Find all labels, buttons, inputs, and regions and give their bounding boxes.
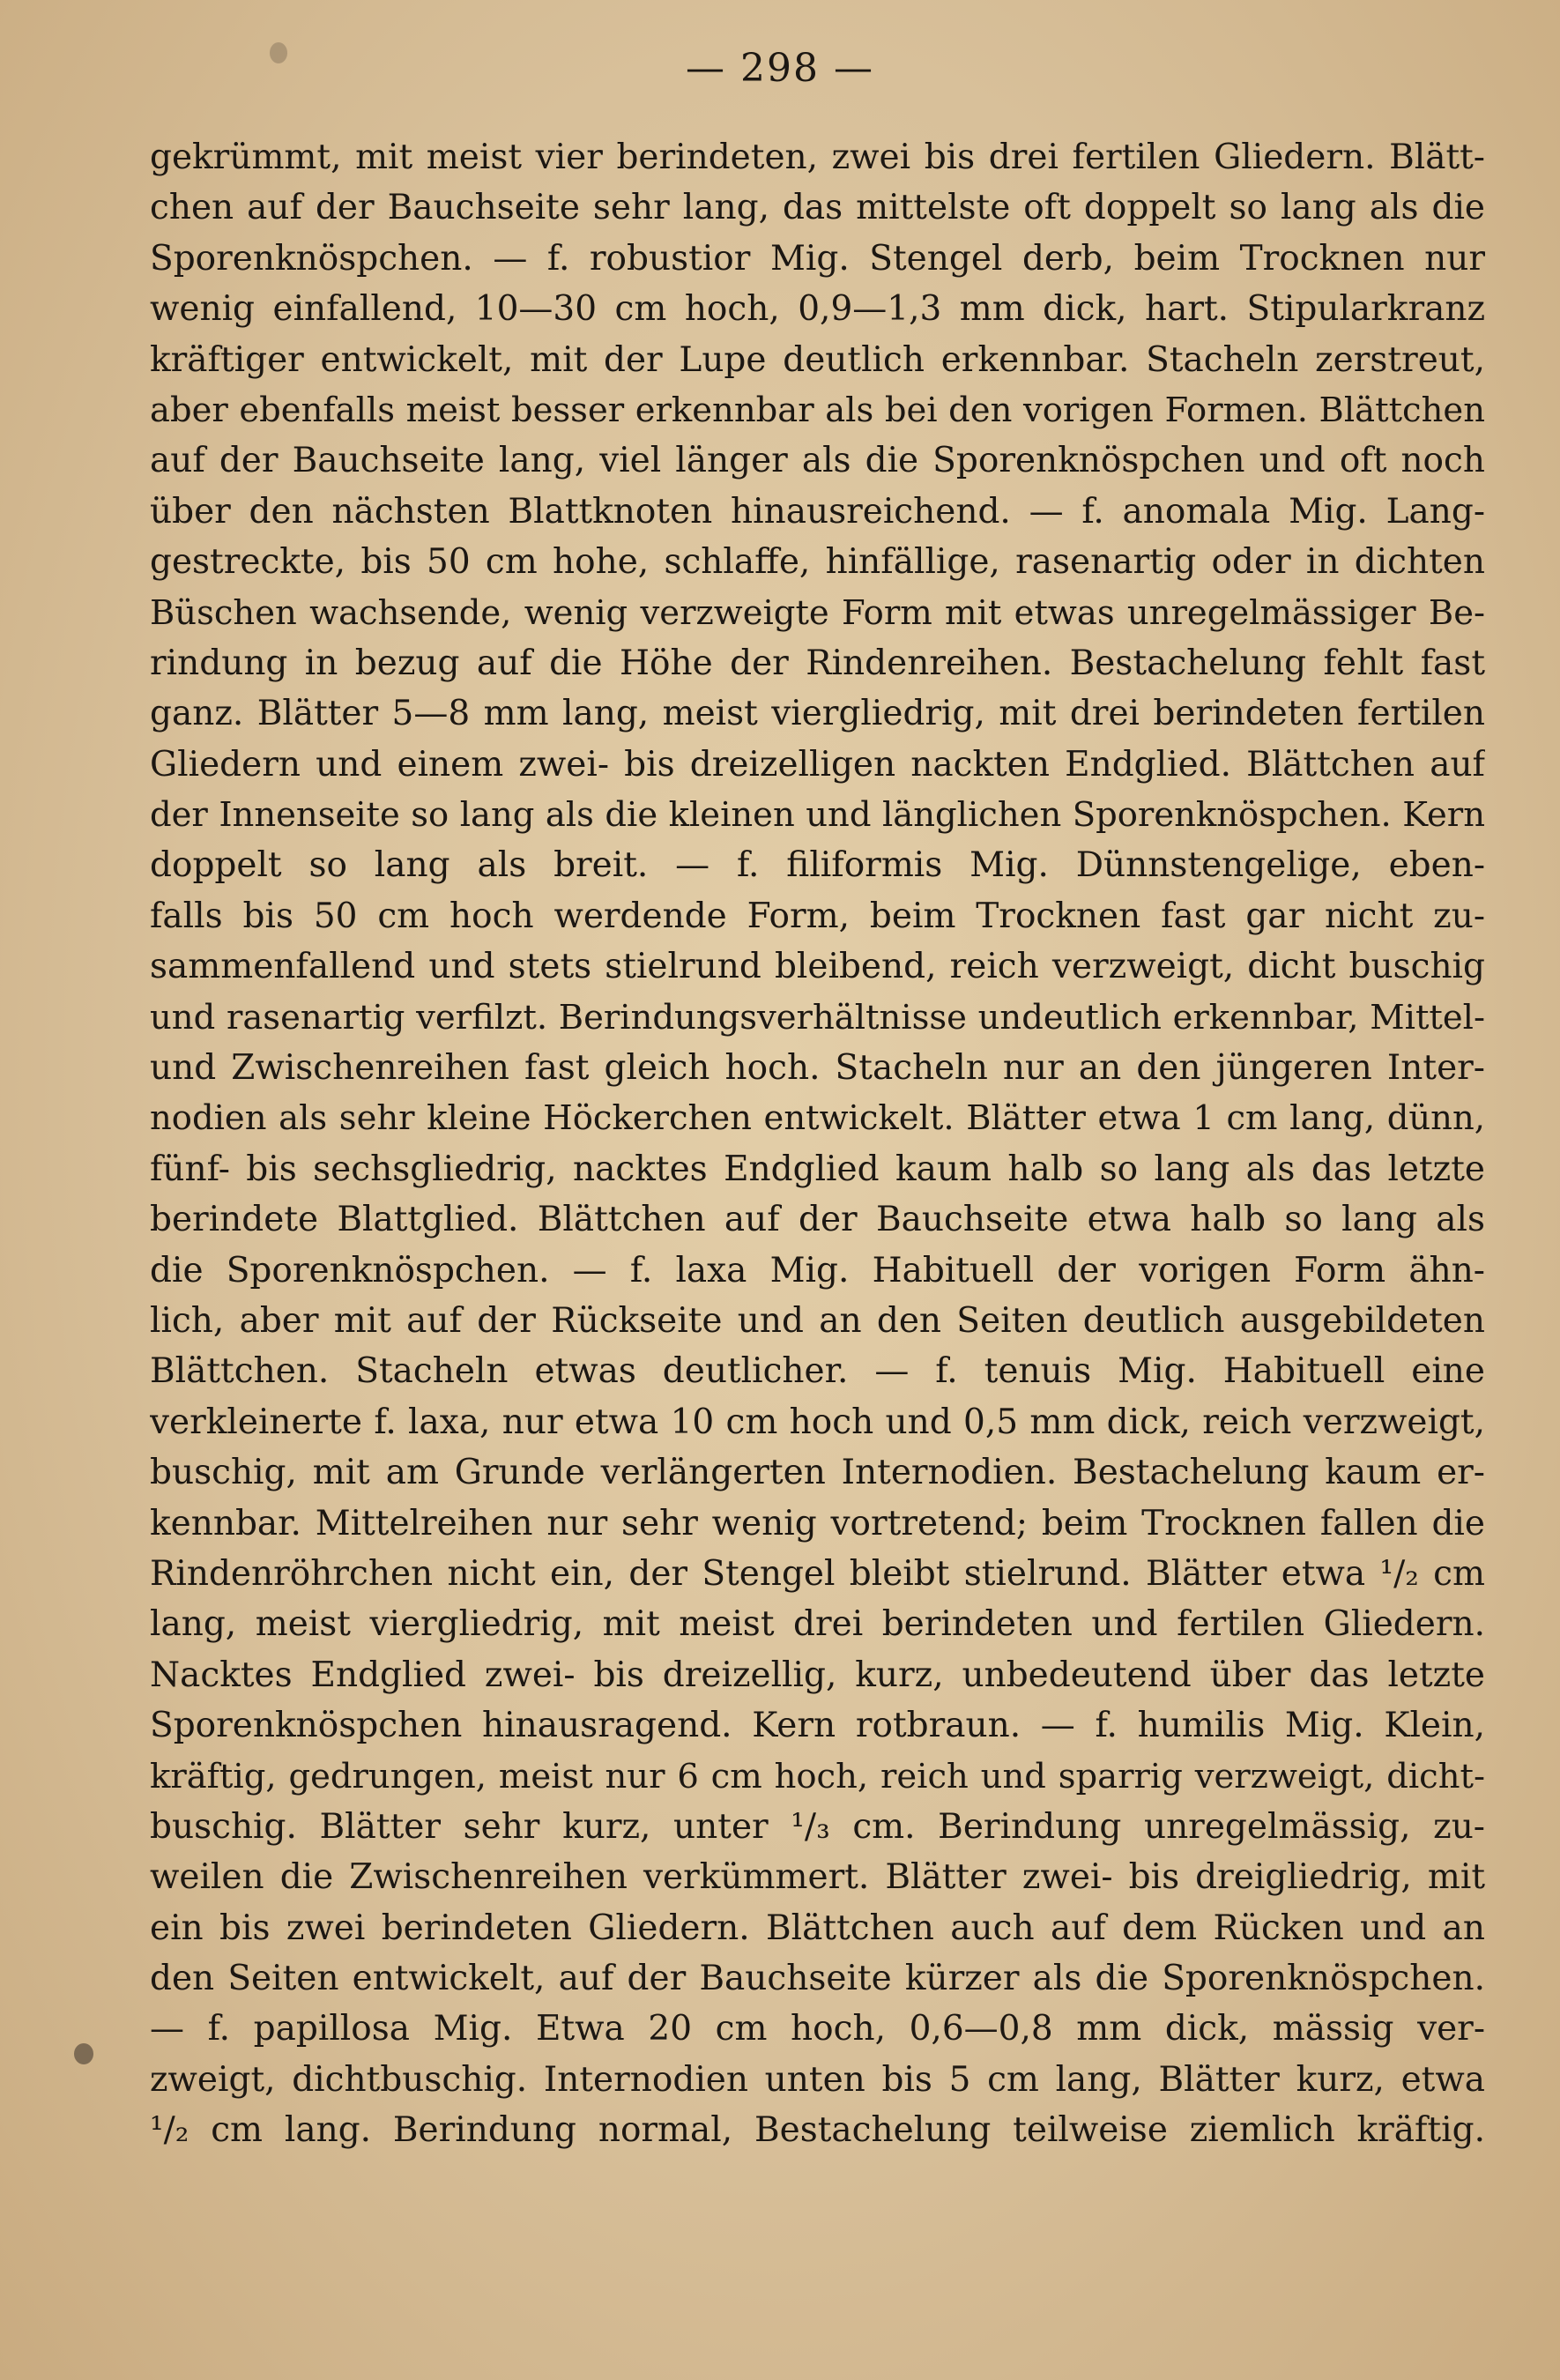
text-line: der Innenseite so lang als die kleinen und länglichen Sporenknöspchen. Kern bbox=[150, 795, 1485, 836]
text-line: — f. papillosa Mig. Etwa 20 cm hoch, 0,6—0,8 mm dick, mässig ver- bbox=[150, 2009, 1485, 2049]
text-line: weilen die Zwischenreihen verkümmert. Blätter zwei- bis dreigliedrig, mit bbox=[150, 1857, 1485, 1898]
text-line: verkleinerte f. laxa, nur etwa 10 cm hoch und 0,5 mm dick, reich verzweigt, bbox=[150, 1402, 1485, 1442]
text-line: Nacktes Endglied zwei- bis dreizellig, kurz, unbedeutend über das letzte bbox=[150, 1655, 1485, 1695]
text-line: auf der Bauchseite lang, viel länger als die Sporenknöspchen und oft noch bbox=[150, 441, 1485, 481]
text-line: aber ebenfalls meist besser erkennbar als bei den vorigen Formen. Blättchen bbox=[150, 390, 1485, 430]
text-line: buschig. Blätter sehr kurz, unter ¹/₃ cm. Berindung unregelmässig, zu- bbox=[150, 1806, 1485, 1847]
text-line: Sporenknöspchen hinausragend. Kern rotbraun. — f. humilis Mig. Klein, bbox=[150, 1706, 1485, 1746]
text-line: chen auf der Bauchseite sehr lang, das mittelste oft doppelt so lang als die bbox=[150, 188, 1485, 228]
body-text bbox=[150, 132, 1485, 2156]
text-line: die Sporenknöspchen. — f. laxa Mig. Habituell der vorigen Form ähn- bbox=[150, 1250, 1485, 1290]
text-line: kräftig, gedrungen, meist nur 6 cm hoch, reich und sparrig verzweigt, dicht- bbox=[150, 1756, 1485, 1796]
page-number: — 298 — bbox=[686, 46, 874, 91]
text-line: wenig einfallend, 10—30 cm hoch, 0,9—1,3 mm dick, hart. Stipularkranz bbox=[150, 289, 1485, 330]
text-line: den Seiten entwickelt, auf der Bauchseite kürzer als die Sporenknöspchen. bbox=[150, 1959, 1485, 1999]
text-line: Büschen wachsende, wenig verzweigte Form mit etwas unregelmässiger Be- bbox=[150, 592, 1485, 633]
ink-smudge-left bbox=[74, 2043, 93, 2064]
text-line: lang, meist viergliedrig, mit meist drei berindeten und fertilen Gliedern. bbox=[150, 1604, 1485, 1645]
text-line: und Zwischenreihen fast gleich hoch. Stacheln nur an den jüngeren Inter- bbox=[150, 1048, 1485, 1089]
text-line: gestreckte, bis 50 cm hohe, schlaffe, hinfällige, rasenartig oder in dichten bbox=[150, 542, 1485, 583]
text-line: lich, aber mit auf der Rückseite und an den Seiten deutlich ausgebildeten bbox=[150, 1300, 1485, 1341]
text-line: buschig, mit am Grunde verlängerten Internodien. Bestachelung kaum er- bbox=[150, 1453, 1485, 1493]
text-line: kräftiger entwickelt, mit der Lupe deutlich erkennbar. Stacheln zerstreut, bbox=[150, 339, 1485, 380]
text-line: Gliedern und einem zwei- bis dreizelligen nackten Endglied. Blättchen auf bbox=[150, 744, 1485, 785]
text-line: falls bis 50 cm hoch werdende Form, beim Trocknen fast gar nicht zu- bbox=[150, 896, 1485, 936]
text-line: Rindenröhrchen nicht ein, der Stengel bleibt stielrund. Blätter etwa ¹/₂ cm bbox=[150, 1553, 1485, 1594]
text-line: nodien als sehr kleine Höckerchen entwickelt. Blätter etwa 1 cm lang, dünn, bbox=[150, 1098, 1485, 1139]
text-line: gekrümmt, mit meist vier berindeten, zwei bis drei fertilen Gliedern. Blätt- bbox=[150, 138, 1485, 177]
text-line: fünf- bis sechsgliedrig, nacktes Endglied kaum halb so lang als das letzte bbox=[150, 1149, 1485, 1189]
text-line: rindung in bezug auf die Höhe der Rindenreihen. Bestachelung fehlt fast bbox=[150, 643, 1485, 683]
text-line: ¹/₂ cm lang. Berindung normal, Bestachelung teilweise ziemlich kräftig. bbox=[150, 2110, 1485, 2151]
text-line: berindete Blattglied. Blättchen auf der Bauchseite etwa halb so lang als bbox=[150, 1200, 1485, 1240]
text-line: ein bis zwei berindeten Gliedern. Blättchen auch auf dem Rücken und an bbox=[150, 1908, 1485, 1948]
text-line: zweigt, dichtbuschig. Internodien unten bis 5 cm lang, Blätter kurz, etwa bbox=[150, 2059, 1485, 2100]
text-line: doppelt so lang als breit. — f. filiformis Mig. Dünnstengelige, eben- bbox=[150, 845, 1485, 886]
text-line: und rasenartig verfilzt. Berindungsverhältnisse undeutlich erkennbar, Mittel- bbox=[150, 997, 1485, 1038]
text-line: kennbar. Mittelreihen nur sehr wenig vortretend; beim Trocknen fallen die bbox=[150, 1503, 1485, 1543]
text-line: sammenfallend und stets stielrund bleibend, reich verzweigt, dicht buschig bbox=[150, 947, 1485, 987]
text-line: über den nächsten Blattknoten hinausreichend. — f. anomala Mig. Lang- bbox=[150, 491, 1485, 532]
text-line: Blättchen. Stacheln etwas deutlicher. — f. tenuis Mig. Habituell eine bbox=[150, 1351, 1485, 1392]
text-line: ganz. Blätter 5—8 mm lang, meist viergliedrig, mit drei berindeten fertilen bbox=[150, 694, 1485, 734]
text-line: Sporenknöspchen. — f. robustior Mig. Stengel derb, beim Trocknen nur bbox=[150, 238, 1485, 279]
